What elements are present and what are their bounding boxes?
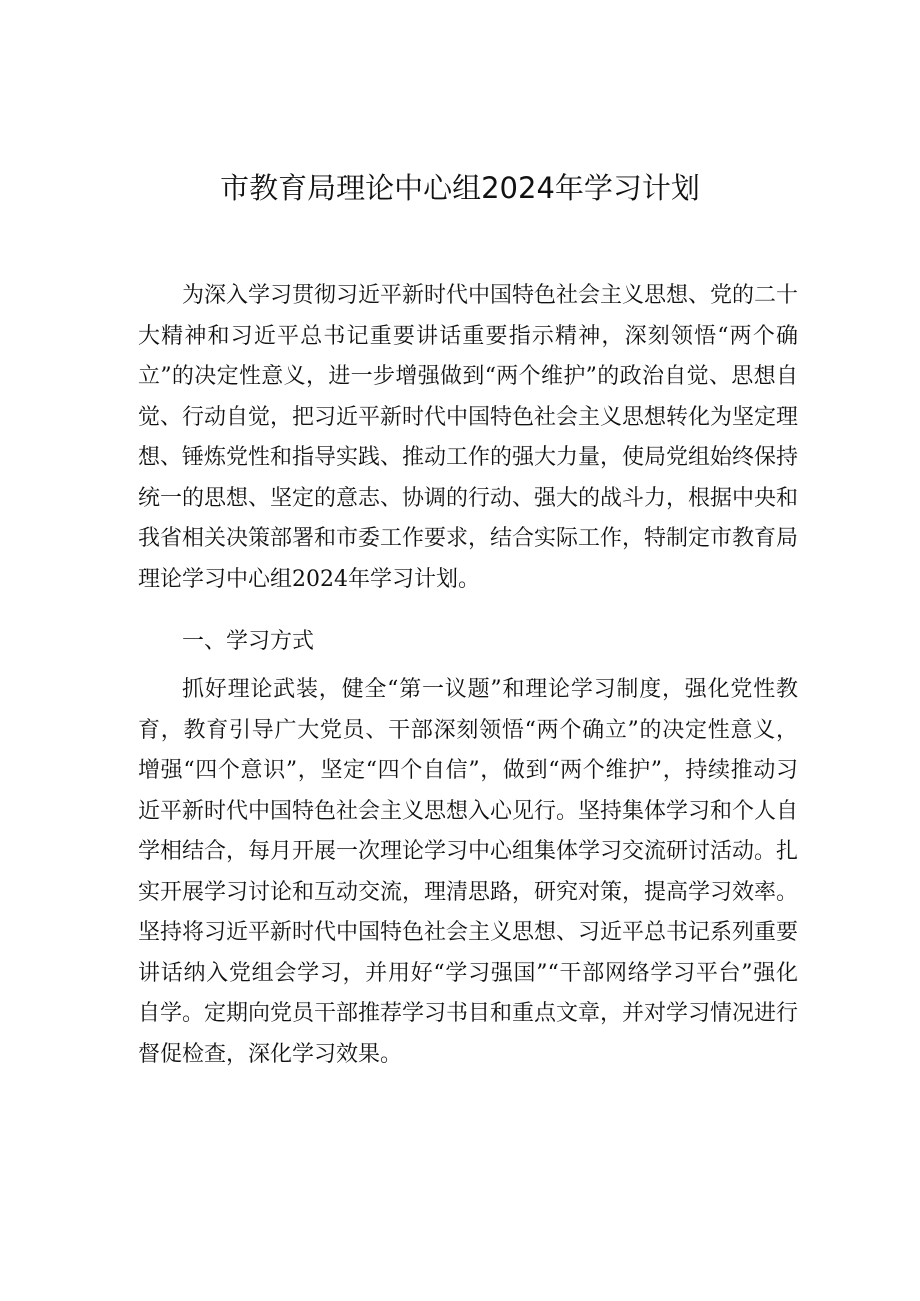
section-paragraph-learning-method: 抓好理论武装，健全“第一议题”和理论学习制度，强化党性教育，教育引导广大党员、干部深刻领悟“两个确立”的决定性意义，增强“四个意识”，坚定“四个自信”，做到“两个维护”，持续推动习近平新时代中国特色社会主义思想入心见行。坚持集体学习和个人自学相结合，每月开展一次理论学习中心组集体学习交流研讨活动。扎实开展学习讨论和互动交流，理清思路，研究对策，提高学习效率。坚持将习近平新时代中国特色社会主义思想、习近平总书记系列重要讲话纳入党组会学习，并用好“学习强国”“干部网络学习平台”强化自学。定期向党员干部推荐学习书目和重点文章，并对学习情况进行督促检查，深化学习效果。 (138, 677, 799, 1067)
document-title: 市教育局理论中心组2024年学习计划 (220, 171, 700, 205)
section-heading-learning-method: 一、学习方式 (182, 629, 315, 654)
intro-paragraph: 为深入学习贯彻习近平新时代中国特色社会主义思想、党的二十大精神和习近平总书记重要讲话重要指示精神，深刻领悟“两个确立”的决定性意义，进一步增强做到“两个维护”的政治自觉、思想自觉、行动自觉，把习近平新时代中国特色社会主义思想转化为坚定理想、锤炼党性和指导实践、推动工作的强大力量，使局党组始终保持统一的思想、坚定的意志、协调的行动、强大的战斗力，根据中央和我省相关决策部署和市委工作要求，结合实际工作，特制定市教育局理论学习中心组2024年学习计划。 (138, 283, 799, 592)
